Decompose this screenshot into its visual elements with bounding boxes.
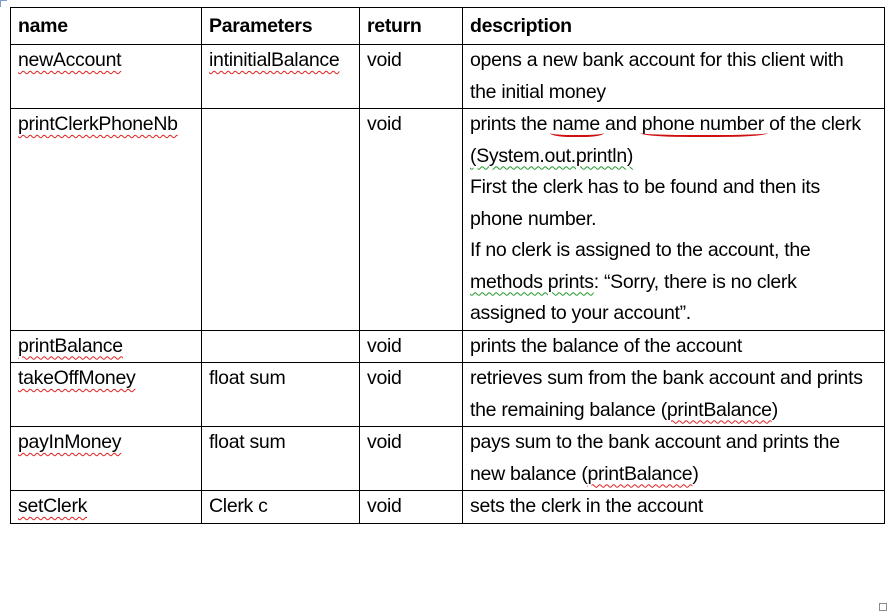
method-name-cell [11,330,202,363]
table-row [11,109,885,331]
table-row [11,491,885,524]
description-line: phone number. [470,207,597,230]
table-row [11,363,885,427]
return-cell: void [360,427,463,491]
grammar-flag: methods prints [470,270,594,293]
method-name-cell [11,427,202,491]
table-move-handle-icon[interactable] [0,0,7,7]
method-name-cell [11,491,202,524]
description-line: pays sum to the bank account and prints the [470,431,840,453]
description-cell [463,363,885,427]
table-row [11,45,885,109]
parameters-cell [202,330,360,363]
description-line: If no clerk is assigned to the account, the [470,239,811,261]
parameters-cell: float sum [202,363,360,427]
description-line: methods prints: “Sorry, there is no clerk [470,270,797,293]
method-name: payInMoney [18,431,122,453]
annotation-underline: name [552,113,600,135]
description-line: retrieves sum from the bank account and prints [470,367,863,389]
description-line: opens a new bank account for this client with [470,49,844,71]
table-row [11,330,885,363]
method-name: printBalance [18,334,123,357]
description-line [470,141,877,173]
description-cell [463,491,885,524]
parameters-cell: Clerk c [202,491,360,524]
method-name-cell [11,45,202,109]
parameters-cell: float sum [202,427,360,491]
description-line: assigned to your account”. [470,302,691,324]
method-name: setClerk [18,495,88,517]
method-table [10,7,885,524]
description-line: the initial money [470,80,606,103]
table-row [11,427,885,491]
header-return: return [360,8,463,45]
table-resize-handle-icon[interactable] [879,603,887,611]
return-cell: void [360,330,463,363]
method-name: newAccount [18,49,122,71]
description-line: First the clerk has to be found and then its [470,176,820,198]
parameters: intinitialBalance [209,49,340,71]
method-name-cell [11,363,202,427]
return-cell: void [360,363,463,427]
method-name-cell [11,109,202,331]
header-name: name [11,8,202,45]
return-cell: void [360,491,463,524]
description-cell [463,45,885,109]
table-header-row [11,8,885,45]
description-cell [463,427,885,491]
description-line: prints the balance of the account [470,334,742,357]
description-line: new balance (printBalance) [470,462,699,485]
spell-flag: printBalance [666,398,772,421]
description-line: prints the name and phone number of the clerk [470,113,861,135]
annotation-underline: phone number [641,113,764,135]
description-line: the remaining balance (printBalance) [470,398,778,421]
return-cell: void [360,109,463,331]
method-name: takeOffMoney [18,367,136,389]
parameters-cell [202,109,360,331]
description-line: sets the clerk in the account [470,495,704,517]
return-cell: void [360,45,463,109]
spell-flag: printBalance [587,462,693,485]
parameters-cell [202,45,360,109]
description-cell [463,109,885,331]
method-name: printClerkPhoneNb [18,113,178,135]
header-parameters: Parameters [202,8,360,45]
description-cell [463,330,885,363]
header-description: description [463,8,885,45]
println-ref: (System.out.println) [470,144,634,167]
